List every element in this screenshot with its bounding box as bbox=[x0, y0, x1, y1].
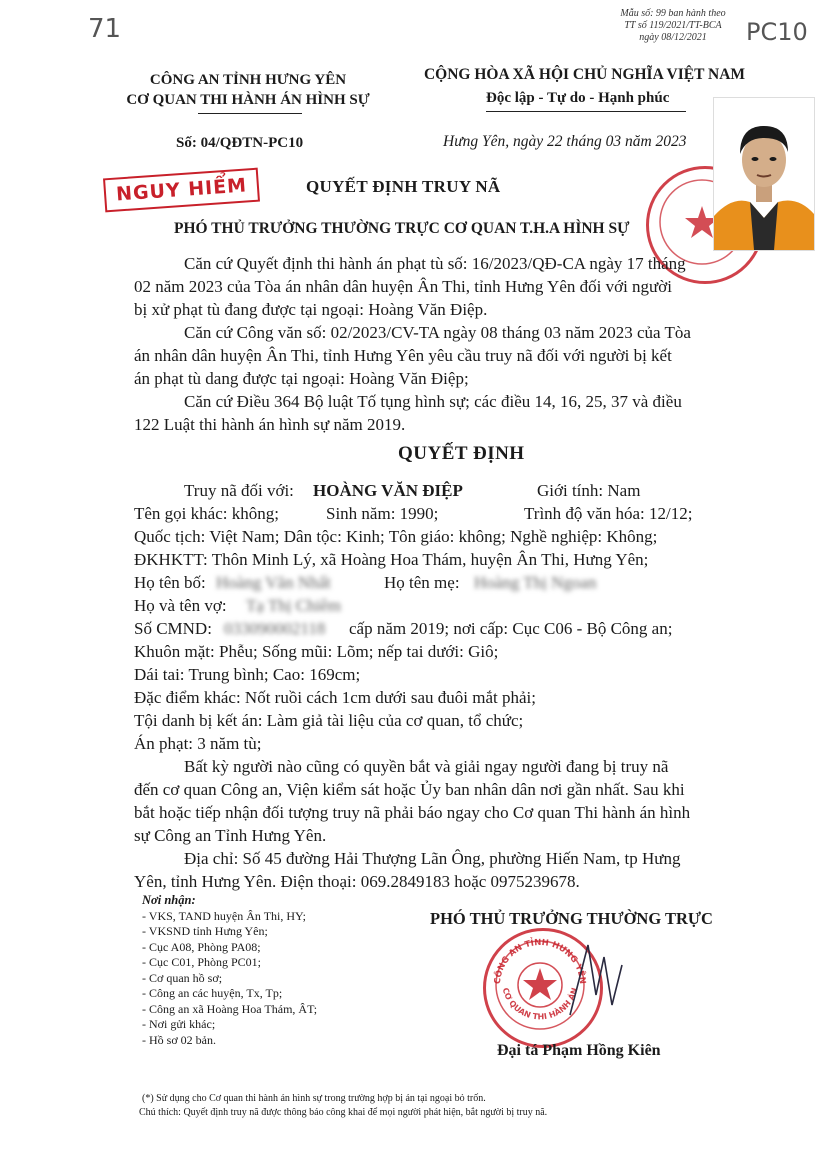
form-reference-line: TT số 119/2021/TT-BCA bbox=[624, 20, 722, 31]
national-motto: Độc lập - Tự do - Hạnh phúc bbox=[486, 90, 670, 106]
father-name-redacted: Hoàng Văn Nhất bbox=[216, 573, 331, 592]
document-number: Số: 04/QĐTN-PC10 bbox=[176, 135, 304, 151]
contact-address: Yên, tỉnh Hưng Yên. Điện thoại: 069.2849183 hoặc 0975239678. bbox=[134, 872, 580, 891]
legal-basis-2: án phạt tù dang được tại ngoại: Hoàng Văn Điệp; bbox=[134, 369, 469, 388]
document-title: QUYẾT ĐỊNH TRUY NÃ bbox=[306, 177, 501, 196]
education-level: Trình độ văn hóa: 12/12; bbox=[524, 504, 693, 523]
legal-basis-3: 122 Luật thi hành án hình sự năm 2019. bbox=[134, 415, 406, 434]
signer-title: PHÓ THỦ TRƯỞNG THƯỜNG TRỰC bbox=[430, 909, 713, 928]
recipient-item: - Cục C01, Phòng PC01; bbox=[142, 955, 262, 969]
footnote-note: Chú thích: Quyết định truy nã được thông báo công khai để mọi người phát hiện, bắt người bị truy nã. bbox=[139, 1107, 548, 1118]
id-label: Số CMND: bbox=[134, 619, 212, 638]
form-reference-line: ngày 08/12/2021 bbox=[639, 32, 707, 43]
arrest-notice: đến cơ quan Công an, Viện kiểm sát hoặc Ủy ban nhân dân nơi gần nhất. Sau khi bbox=[134, 780, 685, 799]
nationality-line: Quốc tịch: Việt Nam; Dân tộc: Kinh; Tôn giáo: không; Nghề nghiệp: Không; bbox=[134, 527, 658, 546]
recipient-item: - Nơi gửi khác; bbox=[142, 1017, 216, 1031]
birth-year: Sinh năm: 1990; bbox=[326, 504, 439, 523]
recipient-item: - Công an các huyện, Tx, Tp; bbox=[142, 986, 283, 1000]
form-reference bbox=[608, 8, 738, 44]
gender: Giới tính: Nam bbox=[537, 481, 641, 500]
handwritten-number: 71 bbox=[88, 14, 122, 44]
handwritten-signature bbox=[560, 935, 640, 1025]
legal-basis-1: Căn cứ Quyết định thi hành án phạt tù số: 16/2023/QĐ-CA ngày 17 tháng bbox=[184, 254, 686, 273]
seal-bottom-text: CƠ QUAN THI HÀNH ÁN bbox=[500, 986, 580, 1022]
form-reference-line: Mẫu số: 99 ban hành theo bbox=[620, 8, 726, 19]
recipient-item: - Hồ sơ 02 bản. bbox=[142, 1032, 217, 1047]
document-subtitle: PHÓ THỦ TRƯỞNG THƯỜNG TRỰC CƠ QUAN T.H.A HÌNH SỰ bbox=[174, 220, 630, 237]
mother-label: Họ tên mẹ: bbox=[384, 573, 460, 592]
national-title: CỘNG HÒA XÃ HỘI CHỦ NGHĨA VIỆT NAM bbox=[423, 66, 746, 83]
recipient-item: - Cơ quan hồ sơ; bbox=[142, 970, 223, 985]
agency-line-2: CƠ QUAN THI HÀNH ÁN HÌNH SỰ bbox=[126, 92, 370, 108]
arrest-notice: bắt hoặc tiếp nhận đối tượng truy nã phải báo ngay cho Cơ quan Thi hành án hình bbox=[134, 803, 691, 822]
recipients-title: Nơi nhận: bbox=[142, 893, 196, 907]
seal-top-text: CÔNG AN TỈNH HƯNG YÊN bbox=[492, 937, 588, 985]
arrest-notice: sự Công an Tỉnh Hưng Yên. bbox=[134, 826, 327, 845]
contact-address: Địa chỉ: Số 45 đường Hải Thượng Lãn Ông, phường Hiến Nam, tp Hưng bbox=[184, 849, 681, 868]
recipient-item: - VKSND tỉnh Hưng Yên; bbox=[142, 924, 268, 938]
recipient-item: - Công an xã Hoàng Hoa Thám, ÂT; bbox=[142, 1001, 318, 1016]
crime: Tội danh bị kết án: Làm giả tài liệu của cơ quan, tổ chức; bbox=[134, 711, 524, 730]
recipient-item: - Cục A08, Phòng PA08; bbox=[142, 939, 261, 954]
id-number-redacted: 033090002118 bbox=[224, 619, 326, 638]
danger-stamp: NGUY HIỂM bbox=[103, 168, 260, 213]
legal-basis-3: Căn cứ Điều 364 Bộ luật Tố tụng hình sự; các điều 14, 16, 25, 37 và điều bbox=[184, 392, 682, 411]
father-label: Họ tên bố: bbox=[134, 573, 206, 592]
arrest-notice: Bất kỳ người nào cũng có quyền bắt và giải ngay người đang bị truy nã bbox=[184, 757, 669, 776]
recipients bbox=[142, 893, 317, 1048]
wanted-name: HOÀNG VĂN ĐIỆP bbox=[313, 481, 463, 500]
permanent-address: ĐKHKTT: Thôn Minh Lý, xã Hoàng Hoa Thám, huyện Ân Thi, Hưng Yên; bbox=[134, 550, 649, 569]
legal-basis-2: án nhân dân huyện Ân Thi, tỉnh Hưng Yên yêu cầu truy nã đối với người bị kết bbox=[134, 346, 672, 365]
recipient-item: - VKS, TAND huyện Ân Thi, HY; bbox=[142, 908, 306, 923]
other-features: Đặc điểm khác: Nốt ruồi cách 1cm dưới sau đuôi mắt phải; bbox=[134, 688, 537, 707]
wanted-label: Truy nã đối với: bbox=[184, 481, 294, 500]
legal-basis-1: 02 năm 2023 của Tòa án nhân dân huyện Ân Thi, tỉnh Hưng Yên đối với người bbox=[134, 277, 672, 296]
spouse-label: Họ và tên vợ: bbox=[134, 596, 227, 615]
decision-heading: QUYẾT ĐỊNH bbox=[398, 443, 525, 464]
legal-basis-1: bị xử phạt tù đang được tại ngoại: Hoàng Văn Điệp. bbox=[134, 300, 488, 319]
spouse-name-redacted: Tạ Thị Chiêm bbox=[246, 596, 342, 615]
agency-underline bbox=[198, 113, 302, 114]
agency-line-1: CÔNG AN TỈNH HƯNG YÊN bbox=[149, 72, 347, 88]
signer-name: Đại tá Phạm Hồng Kiên bbox=[497, 1042, 661, 1059]
motto-underline bbox=[486, 111, 686, 112]
issue-date: Hưng Yên, ngày 22 tháng 03 năm 2023 bbox=[443, 133, 687, 150]
mother-name-redacted: Hoàng Thị Ngoan bbox=[474, 573, 597, 592]
ear-height: Dái tai: Trung bình; Cao: 169cm; bbox=[134, 665, 361, 684]
suspect-photo bbox=[713, 97, 815, 251]
face-features: Khuôn mặt: Phễu; Sống mũi: Lõm; nếp tai dưới: Giô; bbox=[134, 642, 499, 661]
footnote: (*) Sử dụng cho Cơ quan thi hành án hình sự trong trường hợp bị án tại ngoại bỏ trốn. bbox=[142, 1093, 486, 1104]
handwritten-pc10: PC10 bbox=[746, 18, 808, 46]
sentence: Án phạt: 3 năm tù; bbox=[134, 734, 262, 753]
id-issued: cấp năm 2019; nơi cấp: Cục C06 - Bộ Công an; bbox=[349, 619, 673, 638]
legal-basis-2: Căn cứ Công văn số: 02/2023/CV-TA ngày 08 tháng 03 năm 2023 của Tòa bbox=[184, 323, 691, 342]
issuing-agency bbox=[108, 72, 388, 109]
alias: Tên gọi khác: không; bbox=[134, 504, 279, 523]
